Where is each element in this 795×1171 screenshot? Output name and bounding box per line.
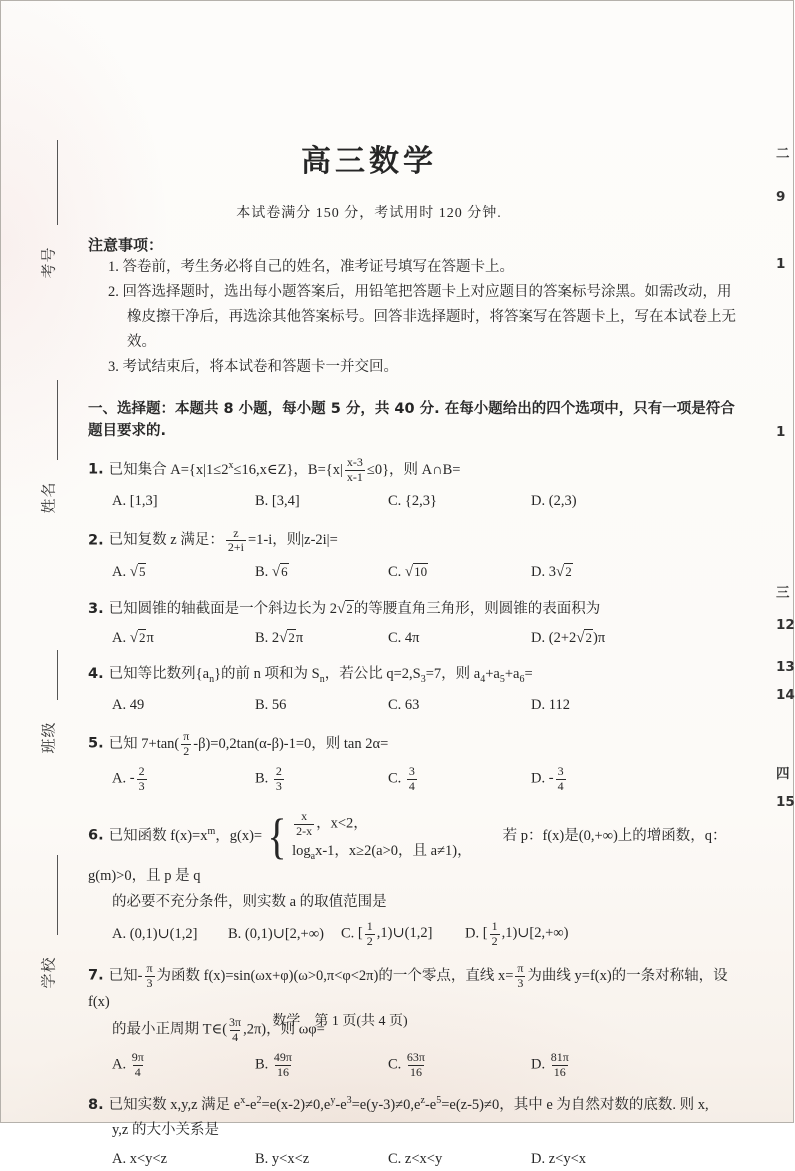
option-C <box>388 630 531 647</box>
option-content: 2√2π <box>271 629 304 646</box>
question-number: 6. <box>88 827 109 844</box>
subscript: 5 <box>499 674 505 686</box>
option-B <box>255 1051 388 1080</box>
option-content: {2,3} <box>404 493 437 510</box>
question-stem-text: 已知集合 $A=\{x|1\le 2^x\le 16,x\in Z\}$，B={x| $\frac{x-3}{x-1}$ ≤0}，则 A∩B= <box>108 455 461 484</box>
notice-item-2: 2. 回答选择题时，选出每小题答案后，用铅笔把答题卡上对应题目的答案标号涂黑。如需改动，用橡皮擦干净后，再选涂其他答案标号。回答非选择题时，将答案写在答题卡上，写在本试卷上无效。 <box>108 284 736 350</box>
question-number: 7. <box>88 968 109 985</box>
option-content <box>272 564 289 580</box>
cases-row: $\log_ax-1$，x≥2(a>0，且 a≠1)， <box>292 843 472 863</box>
option-A <box>112 564 255 581</box>
square-root <box>556 564 573 580</box>
page2-fragment: 四 <box>776 766 790 782</box>
seal-blank-line-name <box>57 380 58 460</box>
option-C <box>341 920 465 949</box>
page2-fragment: 14 <box>776 687 795 703</box>
option-C <box>388 1051 531 1080</box>
question-number: 3. <box>88 601 109 618</box>
option-label: D. <box>531 770 549 787</box>
option-content: (0,1)∪(1,2] <box>129 925 198 942</box>
option-content <box>405 564 428 580</box>
option-label: B. <box>255 770 272 787</box>
question-stem-text: 已知实数 x,y,z 满足 $e^x-e^2=e(x-2)\ne 0,e^y-e^3=e(y-3)\ne 0,e^z-e^5=e(z-5)\ne 0$，其中 e 为自然对数的底数. 则 x, <box>108 1095 709 1114</box>
option-A <box>112 1051 255 1080</box>
fraction-numerator: π <box>517 961 524 976</box>
superscript: 3 <box>346 1095 352 1107</box>
fraction-denominator: 4 <box>557 778 564 793</box>
piecewise-cases <box>265 807 472 865</box>
option-label: C. <box>388 493 405 510</box>
option-A <box>112 765 255 794</box>
option-content: (2,3) <box>548 493 577 510</box>
seal-blank-line-class <box>57 650 58 700</box>
square-root <box>337 601 354 617</box>
fraction-denominator: 3 <box>275 778 282 793</box>
option-label: A. <box>112 925 130 942</box>
radical-sign: √ <box>555 563 565 580</box>
option-D <box>531 493 740 510</box>
option-label: B. <box>255 1151 272 1168</box>
question-stem-continued: 的最小正周期 T∈( $\frac{3\pi}{4}$ ,2π)，则 ωφ= <box>112 1015 325 1044</box>
fraction <box>294 810 314 839</box>
seal-label-class: 班级 <box>39 721 58 754</box>
notice-heading: 注意事项： <box>88 236 164 254</box>
fraction-numerator: 3 <box>408 763 415 778</box>
option-content: x<y<z <box>129 1151 168 1168</box>
radical-sign: √ <box>404 563 414 580</box>
fraction-numerator: 81π <box>550 1049 569 1064</box>
option-label: A. <box>112 696 130 713</box>
fraction <box>137 765 147 794</box>
option-C <box>388 697 531 714</box>
notice-item-1: 1. 答卷前，考生务必将自己的姓名，准考证号填写在答题卡上。 <box>108 259 514 275</box>
fraction <box>551 1051 569 1080</box>
options-row <box>112 765 740 794</box>
option-content: (0,1)∪[2,+∞) <box>244 925 324 942</box>
fraction-denominator: 2 <box>366 933 373 948</box>
seal-blank-line-school <box>57 855 58 935</box>
option-A <box>112 926 228 943</box>
option-label: C. <box>388 696 405 713</box>
page-footer: 数学 第 1 页(共 4 页) <box>272 1014 408 1029</box>
fraction-denominator: 2 <box>183 744 190 759</box>
question-2 <box>88 527 740 584</box>
option-content: √2π <box>129 629 154 646</box>
option-content: z<y<x <box>548 1151 587 1168</box>
subscript: n <box>209 674 215 686</box>
option-label: D. <box>531 696 549 713</box>
seal-blank-line-exam-number <box>57 140 58 225</box>
superscript: m <box>207 825 216 837</box>
subscript: 3 <box>420 674 426 686</box>
option-content: 112 <box>548 696 570 713</box>
fraction-denominator: 4 <box>134 1064 141 1079</box>
option-label: D. <box>465 925 483 942</box>
seal-label-exam-number: 考号 <box>39 246 58 279</box>
options-row <box>112 627 740 649</box>
fraction-numerator: x <box>301 808 308 823</box>
fraction-denominator: x-1 <box>346 469 363 484</box>
fraction-denominator: 16 <box>409 1064 422 1079</box>
option-content: 3√2 <box>548 563 572 580</box>
superscript: x <box>240 1095 246 1107</box>
page2-fragment: 13 <box>776 659 795 675</box>
option-label: D. <box>531 629 549 646</box>
option-C <box>388 564 531 581</box>
options-row <box>112 1149 740 1171</box>
fraction <box>490 920 500 949</box>
section1-heading: 一、选择题：本题共 8 小题，每小题 5 分，共 40 分. 在每小题给出的四个选项中，只有一项是符合题目要求的. <box>88 401 735 439</box>
square-root <box>576 630 593 646</box>
option-label: B. <box>255 563 272 580</box>
fraction-denominator: 3 <box>146 976 153 991</box>
seal-label-school: 学校 <box>39 956 58 989</box>
option-A <box>112 630 255 647</box>
superscript: 2 <box>256 1095 262 1107</box>
option-B <box>255 697 388 714</box>
options-row <box>112 491 740 513</box>
option-content: - $\frac{3}{4}$ <box>548 763 564 793</box>
option-content <box>405 763 419 793</box>
fraction-numerator: 63π <box>406 1049 425 1064</box>
radical-sign: √ <box>129 629 138 646</box>
radicand: 6 <box>281 563 288 579</box>
radical-sign: √ <box>337 601 346 618</box>
option-label: C. <box>388 563 405 580</box>
option-A <box>112 1151 255 1168</box>
question-5 <box>88 730 740 793</box>
superscript: z <box>420 1095 425 1107</box>
question-6 <box>88 807 740 948</box>
radicand: 5 <box>138 563 146 579</box>
question-stem-text: 已知圆锥的轴截面是一个斜边长为 2√2的等腰直角三角形，则圆锥的表面积为 <box>108 601 601 618</box>
radicand: 10 <box>414 563 428 579</box>
options-row <box>112 1051 740 1080</box>
fraction-numerator: π <box>146 961 153 976</box>
option-C <box>388 1151 531 1168</box>
question-number: 5. <box>88 735 109 752</box>
page2-fragment: 1 <box>776 424 786 440</box>
page-title: 高三数学 <box>301 144 437 179</box>
option-label: B. <box>255 629 272 646</box>
radical-sign: √ <box>129 563 138 580</box>
question-stem <box>88 527 740 556</box>
question-stem <box>88 962 740 1014</box>
radicand: 2 <box>346 601 353 617</box>
superscript: y <box>330 1095 336 1107</box>
option-content <box>130 564 147 580</box>
exam-subtitle: 本试卷满分 150 分，考试用时 120 分钟. <box>236 206 502 221</box>
question-stem-text: 已知- $\frac{\pi}{3}$ 为函数 f(x)=sin(ωx+φ)(ω>0,π<φ<2π)的一个零点，直线 x= $\frac{\pi}{3}$ 为曲线 y=f(x)的一条对称轴，设 f(x) <box>88 961 728 1011</box>
options-row <box>112 561 740 583</box>
fraction <box>274 765 284 794</box>
questions-list <box>88 456 740 1171</box>
option-content <box>272 763 286 793</box>
option-label: B. <box>255 696 272 713</box>
option-content <box>272 1049 294 1079</box>
fraction-numerator: π <box>183 729 190 744</box>
fraction-numerator: 2 <box>138 763 145 778</box>
option-D <box>531 697 740 714</box>
option-D <box>531 564 740 581</box>
subscript: n <box>319 674 325 686</box>
option-label: D. <box>531 1056 549 1073</box>
fraction <box>365 920 375 949</box>
option-C <box>388 765 531 794</box>
option-content: 63 <box>404 696 420 713</box>
option-label: A. <box>112 493 130 510</box>
option-content: 56 <box>271 696 287 713</box>
square-root <box>130 630 147 646</box>
option-label: C. <box>341 925 358 942</box>
option-content: y<x<z <box>271 1151 310 1168</box>
question-1 <box>88 456 740 513</box>
radicand: 2 <box>585 629 592 645</box>
option-content: [3,4] <box>271 493 300 510</box>
fraction-denominator: 2-x <box>296 823 313 838</box>
option-content <box>130 1049 146 1079</box>
question-number: 4. <box>88 666 109 683</box>
option-label: A. <box>112 770 130 787</box>
option-D <box>531 765 740 794</box>
option-content: z<x<y <box>404 1151 443 1168</box>
option-label: A. <box>112 1056 130 1073</box>
fraction <box>407 765 417 794</box>
fraction-numerator: 9π <box>131 1049 144 1064</box>
fraction-numerator: 2 <box>275 763 282 778</box>
option-content: (2+2√2)π <box>548 629 606 646</box>
option-label: A. <box>112 1151 130 1168</box>
option-D <box>531 1051 740 1080</box>
subscript: 6 <box>519 674 525 686</box>
question-stem <box>88 730 740 759</box>
option-content: 4π <box>404 629 420 646</box>
fraction <box>407 1051 425 1080</box>
superscript: x <box>228 459 234 471</box>
question-stem-continued: 的必要不充分条件，则实数 a 的取值范围是 <box>112 893 387 910</box>
notice-item-3: 3. 考试结束后，将本试卷和答题卡一并交回。 <box>108 359 398 375</box>
fraction-denominator: 3 <box>138 778 145 793</box>
fraction <box>556 765 566 794</box>
square-root <box>405 564 428 580</box>
square-root <box>279 630 296 646</box>
option-A <box>112 493 255 510</box>
question-4 <box>88 663 740 716</box>
fraction-numerator: 1 <box>491 918 498 933</box>
fraction-denominator: 16 <box>553 1064 566 1079</box>
option-label: C. <box>388 629 405 646</box>
option-content: [ $\frac{1}{2}$ ,1)∪(1,2] <box>357 918 433 948</box>
option-B <box>255 564 388 581</box>
fraction-numerator: x-3 <box>346 455 363 469</box>
square-root <box>130 564 147 580</box>
radicand: 2 <box>138 629 146 645</box>
option-label: B. <box>228 925 245 942</box>
fraction <box>132 1051 144 1080</box>
option-label: C. <box>388 1056 405 1073</box>
fraction <box>226 527 246 556</box>
fraction <box>515 962 525 991</box>
fraction-denominator: 2+i <box>227 540 244 555</box>
option-label: B. <box>255 1056 272 1073</box>
question-stem-text: 已知复数 z 满足： $\frac{z}{2+i}$ =1-i，则|z-2i|= <box>108 525 338 555</box>
option-label: A. <box>112 563 130 580</box>
question-stem-text: 已知 7+tan( $\frac{\pi}{2}$ -β)=0,2tan(α-β)-1=0，则 tan 2α= <box>108 729 389 759</box>
option-content: - $\frac{2}{3}$ <box>129 763 145 793</box>
question-stem-continued: y,z 的大小关系是 <box>112 1122 219 1139</box>
superscript: 5 <box>436 1095 442 1107</box>
question-number: 2. <box>88 532 109 549</box>
fraction-numerator: z <box>233 525 239 540</box>
radicand: 2 <box>288 629 295 645</box>
fraction-numerator: 3π <box>229 1015 242 1030</box>
fraction-denominator: 4 <box>408 778 415 793</box>
radicand: 2 <box>565 563 572 579</box>
fraction-denominator: 3 <box>517 976 524 991</box>
fraction-numerator: 49π <box>273 1049 292 1064</box>
option-content <box>549 1049 571 1079</box>
option-D <box>465 920 740 949</box>
page2-fragment: 15 <box>776 794 795 810</box>
question-stem-text: 已知函数 $f(x)=x^m$，g(x)= { $\frac{x}{2-x}$ ，x<2， $\log_ax-1$，x≥2(a>0，且 a≠1)， 若 p：f(x)是(0,+∞)上的增函数，q：g(m)>0，且 p 是 q <box>88 808 727 885</box>
option-label: B. <box>255 493 272 510</box>
page2-fragment: 9 <box>776 189 786 205</box>
fraction <box>181 730 191 759</box>
question-stem-text: 已知等比数列$\{a_n\}$的前 n 项和为 $S_n$，若公比 $q=2,S_3=7$，则 $a_4+a_5+a_6=$ <box>108 666 533 686</box>
option-B <box>255 1151 388 1168</box>
option-B <box>228 926 341 943</box>
options-row <box>112 694 740 716</box>
option-D <box>531 1151 740 1168</box>
page2-fragment: 二 <box>776 146 790 162</box>
option-label: C. <box>388 1151 405 1168</box>
fraction-denominator: 2 <box>491 933 498 948</box>
curly-brace: { <box>267 808 287 865</box>
fraction <box>274 1051 292 1080</box>
option-B <box>255 765 388 794</box>
option-content: [1,3] <box>129 493 158 510</box>
radical-sign: √ <box>271 563 281 580</box>
radical-sign: √ <box>279 629 288 646</box>
option-content: [ $\frac{1}{2}$ ,1)∪[2,+∞) <box>482 918 569 948</box>
fraction-denominator: 4 <box>232 1030 239 1044</box>
fraction <box>145 962 155 991</box>
question-stem <box>88 663 740 688</box>
fraction <box>345 456 365 485</box>
subscript: 4 <box>480 674 486 686</box>
fraction-numerator: 1 <box>366 918 373 933</box>
page2-fragment: 三 <box>776 585 790 601</box>
radical-sign: √ <box>576 629 585 646</box>
question-stem <box>88 807 740 888</box>
fraction-numerator: 3 <box>557 763 564 778</box>
option-label: D. <box>531 563 549 580</box>
question-number: 8. <box>88 1097 109 1114</box>
option-label: A. <box>112 629 130 646</box>
cases-row: $\frac{x}{2-x}$ ，x<2， <box>296 808 368 838</box>
question-3 <box>88 597 740 649</box>
square-root <box>272 564 289 580</box>
question-8 <box>88 1093 740 1170</box>
fraction-denominator: 16 <box>276 1064 289 1079</box>
option-B <box>255 493 388 510</box>
question-stem <box>88 456 740 485</box>
options-row <box>112 920 740 949</box>
question-number: 1. <box>88 461 109 478</box>
subscript: a <box>310 851 316 863</box>
cases-rows <box>292 810 472 863</box>
option-B <box>255 630 388 647</box>
option-label: D. <box>531 1151 549 1168</box>
question-stem <box>88 1093 740 1117</box>
option-A <box>112 697 255 714</box>
option-C <box>388 493 531 510</box>
option-D <box>531 630 740 647</box>
option-content: 49 <box>129 696 145 713</box>
seal-label-name: 姓名 <box>39 481 58 514</box>
question-stem <box>88 597 740 621</box>
page2-fragment: 12 <box>776 617 795 633</box>
page2-fragment: 1 <box>776 256 786 272</box>
option-label: C. <box>388 770 405 787</box>
option-content <box>405 1049 427 1079</box>
option-label: D. <box>531 493 549 510</box>
